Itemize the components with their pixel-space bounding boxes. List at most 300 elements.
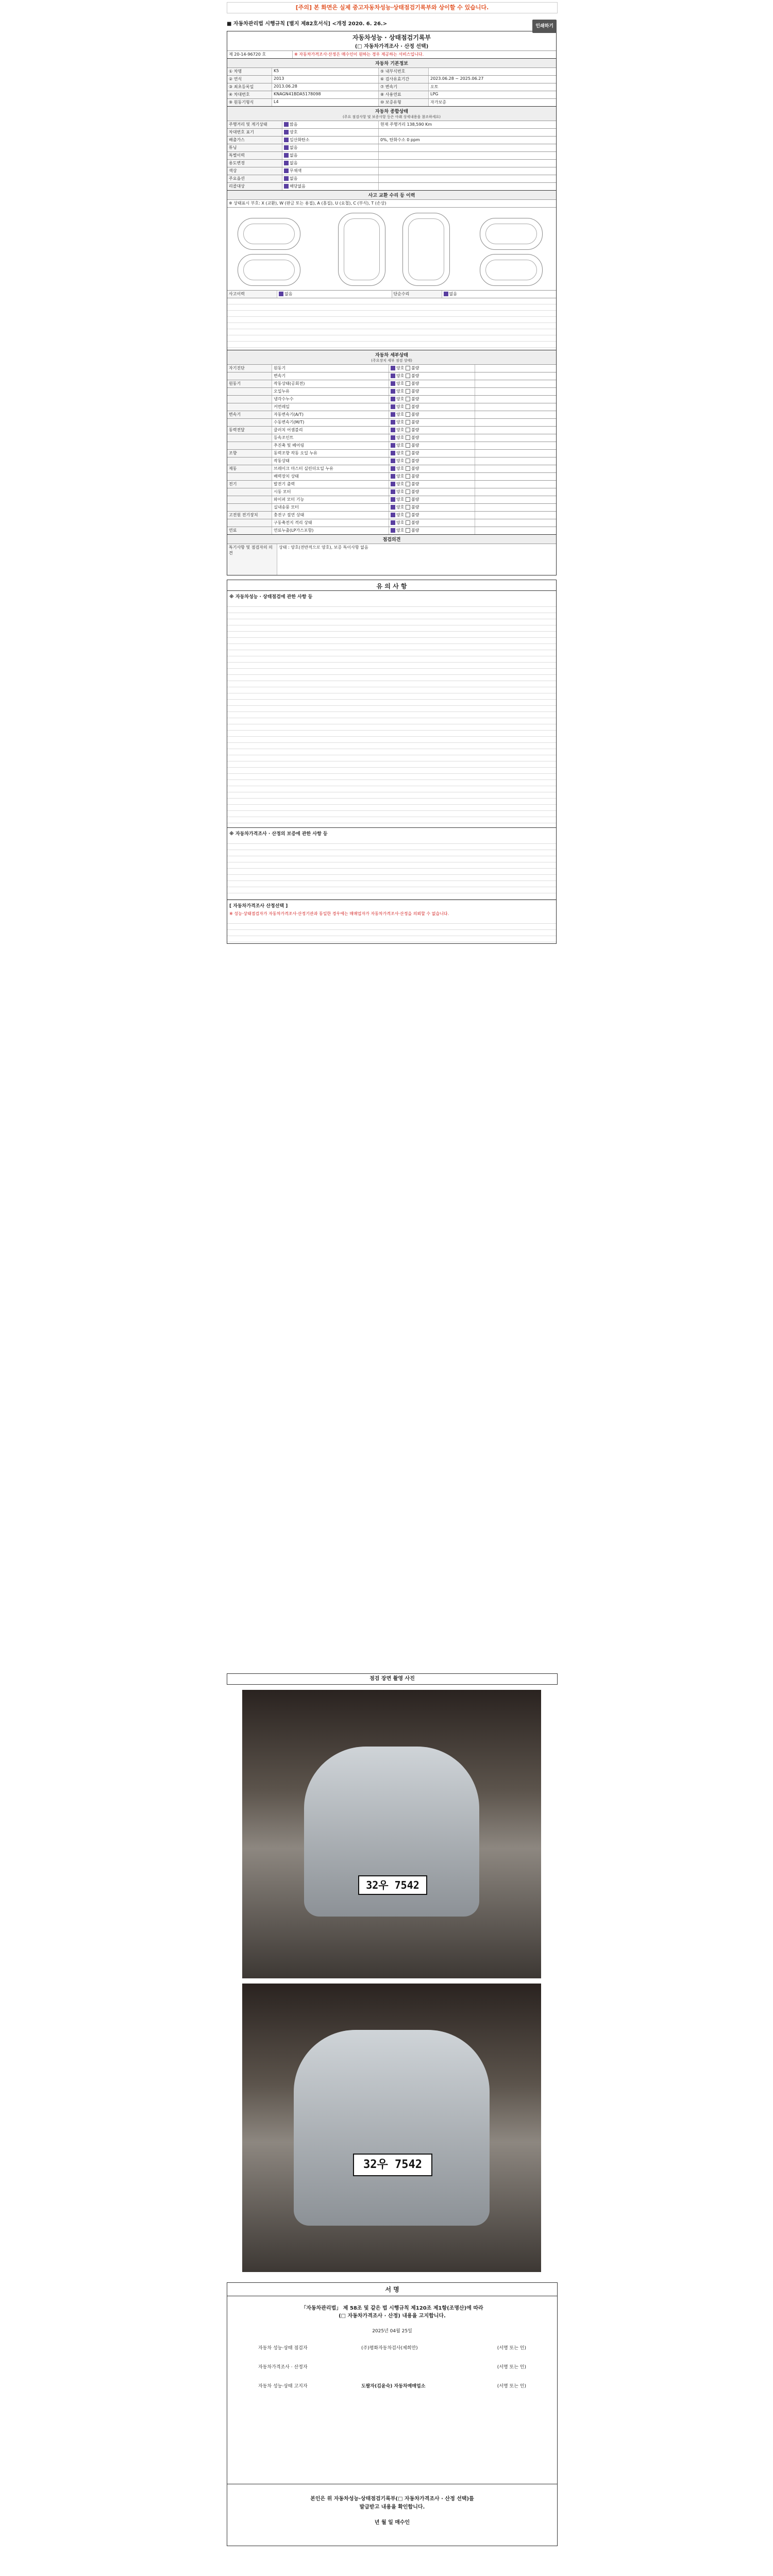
seller-sign-note: (서명 또는 인) <box>497 2384 526 2389</box>
checkbox-icon <box>406 404 410 409</box>
detail-item: 시동 모터 <box>272 488 389 496</box>
detail-status-bad: 불량 <box>411 420 419 425</box>
accident-history-value: 없음 <box>284 292 293 296</box>
checkbox-icon <box>284 176 289 181</box>
detail-status-cell <box>389 372 475 380</box>
detail-status-bad: 불량 <box>411 513 419 517</box>
detail-status-cell <box>389 519 475 527</box>
repair-parts-grid <box>227 298 556 350</box>
detail-status-cell <box>389 488 475 496</box>
status-value: 무채색 <box>290 168 302 173</box>
car-rear-shape <box>294 2030 490 2226</box>
guide-text-2 <box>227 838 556 900</box>
detail-status-cell <box>389 427 475 434</box>
detail-status-good: 양호 <box>396 505 405 510</box>
accident-note: ※ 상태표시 부호: X (교환), W (판금 또는 용접), A (흠집), U (요철), C (부식), T (손상) <box>229 201 386 206</box>
vehicle-info-label: ⑥ 검사유효기간 <box>379 76 429 83</box>
detail-status-good: 양호 <box>396 404 405 409</box>
checkbox-icon <box>391 404 395 409</box>
checkbox-icon <box>284 122 289 127</box>
doc-title: 자동차성능 · 상태점검기록부 <box>352 34 431 41</box>
checkbox-icon <box>406 435 410 440</box>
detail-group: 전기 <box>227 481 272 488</box>
detail-status-cell <box>389 396 475 403</box>
detail-status-bad: 불량 <box>411 412 419 417</box>
status-row <box>227 159 556 167</box>
detail-item: 충전구 절연 상태 <box>272 512 389 519</box>
status-row <box>227 128 556 136</box>
checkbox-icon <box>406 528 410 533</box>
status-detail <box>379 167 556 175</box>
detail-status-good: 양호 <box>396 489 405 494</box>
status-item: 주행거리 및 계기상태 <box>227 121 282 128</box>
detail-status-bad: 불량 <box>411 459 419 463</box>
detail-status-good: 양호 <box>396 381 405 386</box>
opinion-header: 점검의견 <box>227 534 556 544</box>
detail-item: 와이퍼 모터 기능 <box>272 496 389 503</box>
detail-subtitle: (주요장치 세부 점검 상태) <box>371 359 412 363</box>
seller-value: 도팔자(김윤숙) 자동차매매업소 <box>361 2384 426 2389</box>
detail-status-cell <box>389 434 475 442</box>
detail-status-cell <box>389 457 475 465</box>
status-item: 용도변경 <box>227 160 282 167</box>
vehicle-info-value: 2013.06.28 <box>272 83 379 91</box>
detail-item: 수동변속기(M/T) <box>272 419 389 426</box>
guide-section-1: ※ 자동차성능 · 상태점검에 관한 사항 등 <box>227 590 556 601</box>
detail-group: 고전원 전기장치 <box>227 512 272 519</box>
status-check-cell <box>282 167 379 175</box>
checkbox-icon <box>284 145 289 150</box>
checkbox-icon <box>406 474 410 479</box>
detail-status-bad: 불량 <box>411 381 419 386</box>
detail-extra <box>475 419 556 426</box>
checkbox-icon <box>391 412 395 417</box>
status-detail <box>379 129 556 136</box>
detail-row <box>227 457 556 465</box>
detail-status-cell <box>389 496 475 503</box>
vehicle-info-label: ④ 차대번호 <box>227 91 272 98</box>
detail-item: 연료누출(LP가스포함) <box>272 527 389 534</box>
checkbox-icon <box>284 138 289 142</box>
checkbox-icon <box>406 451 410 455</box>
detail-item: 변속기 <box>272 372 389 380</box>
detail-status-good: 양호 <box>396 374 405 378</box>
detail-status-bad: 불량 <box>411 528 419 533</box>
detail-item: 자동변속기(A/T) <box>272 411 389 418</box>
detail-status-cell <box>389 527 475 534</box>
detail-status-bad: 불량 <box>411 497 419 502</box>
checkbox-icon <box>391 366 395 370</box>
doc-subtitle: (□ 자동차가격조사 · 산정 선택) <box>355 44 429 49</box>
detail-row <box>227 527 556 534</box>
doc-number-row <box>227 50 556 58</box>
detail-group <box>227 396 272 403</box>
status-detail <box>379 144 556 151</box>
checkbox-icon <box>391 482 395 486</box>
vehicle-info-row <box>227 67 556 75</box>
detail-row <box>227 411 556 418</box>
detail-row <box>227 442 556 449</box>
detail-extra <box>475 512 556 519</box>
checkbox-icon <box>391 443 395 448</box>
checkbox-icon <box>406 489 410 494</box>
sign-para-1: 「자동차관리법」 제 58조 및 같은 법 시행규칙 제120조 제1항(조명산)에 따라 <box>301 2306 483 2311</box>
checkbox-icon <box>391 520 395 525</box>
checkbox-icon <box>406 374 410 378</box>
detail-extra <box>475 380 556 387</box>
print-button[interactable]: 인쇄하기 <box>532 20 557 33</box>
detail-group: 조향 <box>227 450 272 457</box>
detail-status-good: 양호 <box>396 466 405 471</box>
checkbox-icon <box>391 466 395 471</box>
status-subtitle: (주요 점검사항 및 보증사항 등은 아래 상세내용을 참조하세요) <box>342 115 441 119</box>
detail-status-bad: 불량 <box>411 397 419 401</box>
warning-banner: [주의] 본 화면은 실제 중고자동차성능·상태점검기록부와 상이할 수 있습니다. <box>227 2 558 13</box>
car-top-view <box>338 213 385 286</box>
guide-box <box>227 580 557 944</box>
status-value: 없음 <box>290 145 298 150</box>
detail-group <box>227 434 272 442</box>
checkbox-icon <box>391 435 395 440</box>
doc-header-text: ■ 자동차관리법 시행규칙 [별지 제82호서식] <개정 2020. 6. 26.> <box>227 21 388 27</box>
status-check-cell <box>282 160 379 167</box>
detail-status-bad: 불량 <box>411 389 419 394</box>
checkbox-icon <box>406 428 410 432</box>
inspector-sign-note: (서명 또는 인) <box>497 2346 526 2351</box>
detail-group: 변속기 <box>227 411 272 418</box>
status-item: 색상 <box>227 167 282 175</box>
status-row <box>227 121 556 128</box>
inspector-value: (주)평화자동차검사(제희만) <box>361 2346 418 2351</box>
detail-group <box>227 496 272 503</box>
status-detail: 현재 주행거리 138,590 Km <box>380 122 432 127</box>
detail-status-bad: 불량 <box>411 451 419 455</box>
detail-table <box>227 364 556 534</box>
footer-line-3: 년 월 일 매수인 <box>374 2520 410 2526</box>
detail-item: 추진축 및 베어링 <box>272 442 389 449</box>
sign-title: 서 명 <box>227 2283 557 2296</box>
photo-header: 점검 장면 촬영 사진 <box>227 1673 558 1685</box>
vehicle-info-label: ⑨ 원동기형식 <box>227 99 272 106</box>
accident-note-row <box>227 199 556 207</box>
detail-extra <box>475 504 556 511</box>
detail-extra <box>475 473 556 480</box>
checkbox-icon <box>284 130 289 134</box>
seller-row <box>258 2382 526 2389</box>
guide-section-2: ※ 자동차가격조사 · 산정의 보증에 관한 사항 등 <box>227 827 556 838</box>
car-right-view <box>480 218 543 250</box>
detail-status-cell <box>389 365 475 372</box>
detail-extra <box>475 411 556 418</box>
detail-group <box>227 403 272 411</box>
vehicle-info-header: 자동차 기본정보 <box>227 58 556 67</box>
vehicle-info-table <box>227 67 556 106</box>
detail-status-cell <box>389 419 475 426</box>
status-check-cell <box>282 121 379 128</box>
detail-status-bad: 불량 <box>411 505 419 510</box>
vehicle-info-value: 2023.06.28 ~ 2025.06.27 <box>430 76 484 81</box>
car-frame-view <box>402 213 450 286</box>
guide-red-notice: ※ 성능·상태점검자가 자동차가격조사·산정기관과 동일한 경우에는 매매업자가 자동차가격조사·산정을 의뢰할 수 없습니다. <box>229 911 449 916</box>
checkbox-icon <box>406 397 410 401</box>
status-item: 배출가스 <box>227 137 282 144</box>
detail-status-good: 양호 <box>396 459 405 463</box>
detail-item: 브레이크 마스터 실린더오일 누유 <box>272 465 389 472</box>
status-row <box>227 182 556 190</box>
detail-row <box>227 364 556 372</box>
detail-extra <box>475 403 556 411</box>
checkbox-icon <box>391 513 395 517</box>
detail-extra <box>475 481 556 488</box>
inspector-label: 자동차 성능·상태 점검자 <box>258 2346 308 2351</box>
car-left-lower-view <box>238 254 300 286</box>
detail-item: 실내송풍 모터 <box>272 504 389 511</box>
detail-item: 클러치 어셈블리 <box>272 427 389 434</box>
status-detail <box>379 183 556 190</box>
price-row <box>258 2363 526 2370</box>
inspection-photo-front <box>242 1690 541 1978</box>
checkbox-icon <box>406 520 410 525</box>
detail-item: 오일누유 <box>272 388 389 395</box>
status-row <box>227 144 556 151</box>
detail-status-bad: 불량 <box>411 474 419 479</box>
detail-status-good: 양호 <box>396 397 405 401</box>
detail-status-bad: 불량 <box>411 443 419 448</box>
guide-text-1 <box>227 601 556 827</box>
checkbox-icon <box>284 168 289 173</box>
detail-group <box>227 473 272 480</box>
detail-status-good: 양호 <box>396 412 405 417</box>
checkbox-icon <box>406 513 410 517</box>
detail-status-cell <box>389 380 475 387</box>
footer-line-1: 본인은 위 자동차성능·상태점검기록부(□ 자동차가격조사 · 산정 선택)를 <box>310 2496 474 2502</box>
vehicle-info-row <box>227 75 556 83</box>
doc-number: 제 20-14-96720 호 <box>227 51 293 58</box>
inspection-document <box>227 19 557 944</box>
status-row <box>227 175 556 182</box>
vehicle-info-label: ⑤ 내부식번호 <box>379 68 429 75</box>
detail-status-bad: 불량 <box>411 374 419 378</box>
detail-status-good: 양호 <box>396 528 405 533</box>
status-check-cell <box>282 183 379 190</box>
status-check-cell <box>282 152 379 159</box>
status-value: 양호 <box>290 130 298 134</box>
detail-group: 자기진단 <box>227 365 272 372</box>
checkbox-icon <box>406 505 410 510</box>
detail-status-good: 양호 <box>396 451 405 455</box>
status-detail <box>379 152 556 159</box>
detail-row <box>227 426 556 434</box>
detail-status-bad: 불량 <box>411 366 419 370</box>
status-item: 주요옵션 <box>227 175 282 182</box>
checkbox-icon <box>391 489 395 494</box>
vehicle-info-row <box>227 83 556 91</box>
checkbox-icon <box>391 528 395 533</box>
detail-status-good: 양호 <box>396 435 405 440</box>
detail-header <box>227 350 556 364</box>
car-diagram <box>227 207 556 290</box>
guide-section-3: [ 자동차가격조사 산정선택 ] <box>227 900 556 910</box>
status-detail <box>379 160 556 167</box>
detail-status-cell <box>389 450 475 457</box>
status-check-cell <box>282 137 379 144</box>
checkbox-icon <box>406 366 410 370</box>
status-item: 튜닝 <box>227 144 282 151</box>
vehicle-info-value: 오토 <box>430 84 439 89</box>
vehicle-info-label: ② 연식 <box>227 76 272 83</box>
detail-group <box>227 504 272 511</box>
detail-status-bad: 불량 <box>411 489 419 494</box>
status-value: 일산화탄소 <box>290 138 310 142</box>
license-plate-front: 32우 7542 <box>358 1875 427 1895</box>
price-sign-note: (서명 또는 인) <box>497 2365 526 2370</box>
status-header <box>227 106 556 121</box>
detail-status-bad: 불량 <box>411 404 419 409</box>
doc-header <box>227 19 557 30</box>
detail-status-good: 양호 <box>396 443 405 448</box>
status-item: 특별이력 <box>227 152 282 159</box>
detail-status-good: 양호 <box>396 482 405 486</box>
detail-status-good: 양호 <box>396 366 405 370</box>
price-label: 자동차가격조사 · 산정자 <box>258 2365 308 2370</box>
status-row <box>227 151 556 159</box>
detail-row <box>227 395 556 403</box>
status-value: 없음 <box>290 153 298 158</box>
detail-extra <box>475 365 556 372</box>
checkbox-icon <box>284 184 289 189</box>
status-value: 해당없음 <box>290 184 306 189</box>
detail-status-cell <box>389 411 475 418</box>
detail-row <box>227 449 556 457</box>
detail-status-good: 양호 <box>396 520 405 525</box>
vehicle-info-label: ③ 최초등록일 <box>227 83 272 91</box>
detail-status-cell <box>389 481 475 488</box>
vehicle-info-row <box>227 91 556 98</box>
checkbox-icon <box>406 412 410 417</box>
detail-row <box>227 511 556 519</box>
checkbox-icon <box>406 389 410 394</box>
detail-row <box>227 403 556 411</box>
detail-row <box>227 496 556 503</box>
detail-status-good: 양호 <box>396 420 405 425</box>
vehicle-info-label: ⑩ 보증유형 <box>379 99 429 106</box>
checkbox-icon <box>391 389 395 394</box>
status-value: 없음 <box>290 161 298 165</box>
detail-status-cell <box>389 504 475 511</box>
car-right-lower-view <box>480 254 543 286</box>
detail-row <box>227 434 556 442</box>
vehicle-info-value: 2013 <box>272 76 379 83</box>
detail-extra <box>475 372 556 380</box>
detail-row <box>227 503 556 511</box>
status-detail <box>379 175 556 182</box>
detail-group <box>227 419 272 426</box>
checkbox-icon <box>406 482 410 486</box>
checkbox-icon <box>391 381 395 386</box>
checkbox-icon <box>284 153 289 158</box>
detail-status-cell <box>389 442 475 449</box>
detail-group <box>227 388 272 395</box>
detail-extra <box>475 527 556 534</box>
detail-group: 원동기 <box>227 380 272 387</box>
checkbox-icon <box>406 459 410 463</box>
simple-repair-value: 없음 <box>449 292 457 296</box>
car-left-view <box>238 218 300 250</box>
license-plate-rear: 32우 7542 <box>353 2154 432 2176</box>
opinion-text: 상태 : 양호(전반적으로 양호), 보증 특이사항 없음 <box>279 545 368 550</box>
detail-status-cell <box>389 388 475 395</box>
detail-group <box>227 488 272 496</box>
detail-title: 자동차 세부상태 <box>375 353 408 358</box>
checkbox-icon <box>391 459 395 463</box>
detail-status-good: 양호 <box>396 389 405 394</box>
checkbox-icon <box>406 443 410 448</box>
status-item: 리콜대상 <box>227 183 282 190</box>
detail-status-bad: 불량 <box>411 520 419 525</box>
accident-history-row: 사고이력 없음 단순수리 없음 <box>227 290 556 298</box>
detail-row <box>227 465 556 472</box>
signature-section <box>227 2282 558 2546</box>
status-row <box>227 136 556 144</box>
detail-group <box>227 457 272 465</box>
detail-item: 등속조인트 <box>272 434 389 442</box>
checkbox-icon <box>284 161 289 165</box>
vehicle-info-value: K5 <box>272 68 379 75</box>
vehicle-info-label: ① 차명 <box>227 68 272 75</box>
opinion-row <box>227 544 556 575</box>
vehicle-info-label: ⑦ 변속기 <box>379 83 429 91</box>
detail-item: 발전기 출력 <box>272 481 389 488</box>
status-detail: 0%, 탄화수소 0 ppm <box>380 138 420 142</box>
seller-label: 자동차 성능·상태 고지자 <box>258 2384 308 2389</box>
vehicle-info-value: KNAGN41BDA5178098 <box>272 91 379 98</box>
sign-para-2: (□ 자동차가격조사 · 산정) 내용을 고지합니다. <box>339 2313 446 2319</box>
checkbox-icon <box>406 497 410 502</box>
vehicle-info-value: 자가보증 <box>430 100 446 105</box>
detail-item: 동력조향 작동 오일 누유 <box>272 450 389 457</box>
detail-group: 동력전달 <box>227 427 272 434</box>
detail-status-bad: 불량 <box>411 428 419 432</box>
status-row <box>227 167 556 175</box>
sign-date: 2025년 04월 25일 <box>372 2329 412 2334</box>
detail-extra <box>475 427 556 434</box>
status-item: 차대번호 표기 <box>227 129 282 136</box>
vehicle-info-value: L4 <box>272 99 379 106</box>
doc-number-note: ※ 자동차가격조사·산정은 매수인이 원하는 경우 제공하는 서비스입니다. <box>294 52 424 57</box>
detail-status-bad: 불량 <box>411 466 419 471</box>
detail-extra <box>475 496 556 503</box>
detail-group <box>227 372 272 380</box>
checkbox-icon <box>279 292 283 296</box>
guide-title: 유 의 사 항 <box>376 583 407 590</box>
detail-item: 냉각수누수 <box>272 396 389 403</box>
detail-status-cell <box>389 403 475 411</box>
detail-item: 원동기 <box>272 365 389 372</box>
detail-group: 제동 <box>227 465 272 472</box>
detail-extra <box>475 434 556 442</box>
detail-item: 구동축전지 격리 상태 <box>272 519 389 527</box>
checkbox-icon <box>406 466 410 471</box>
detail-extra <box>475 388 556 395</box>
inspection-photo-rear <box>242 1984 541 2272</box>
checkbox-icon <box>391 505 395 510</box>
status-value: 없음 <box>290 176 298 181</box>
detail-status-good: 양호 <box>396 513 405 517</box>
checkbox-icon <box>391 428 395 432</box>
checkbox-icon <box>444 292 448 296</box>
detail-status-good: 양호 <box>396 497 405 502</box>
detail-row <box>227 480 556 488</box>
